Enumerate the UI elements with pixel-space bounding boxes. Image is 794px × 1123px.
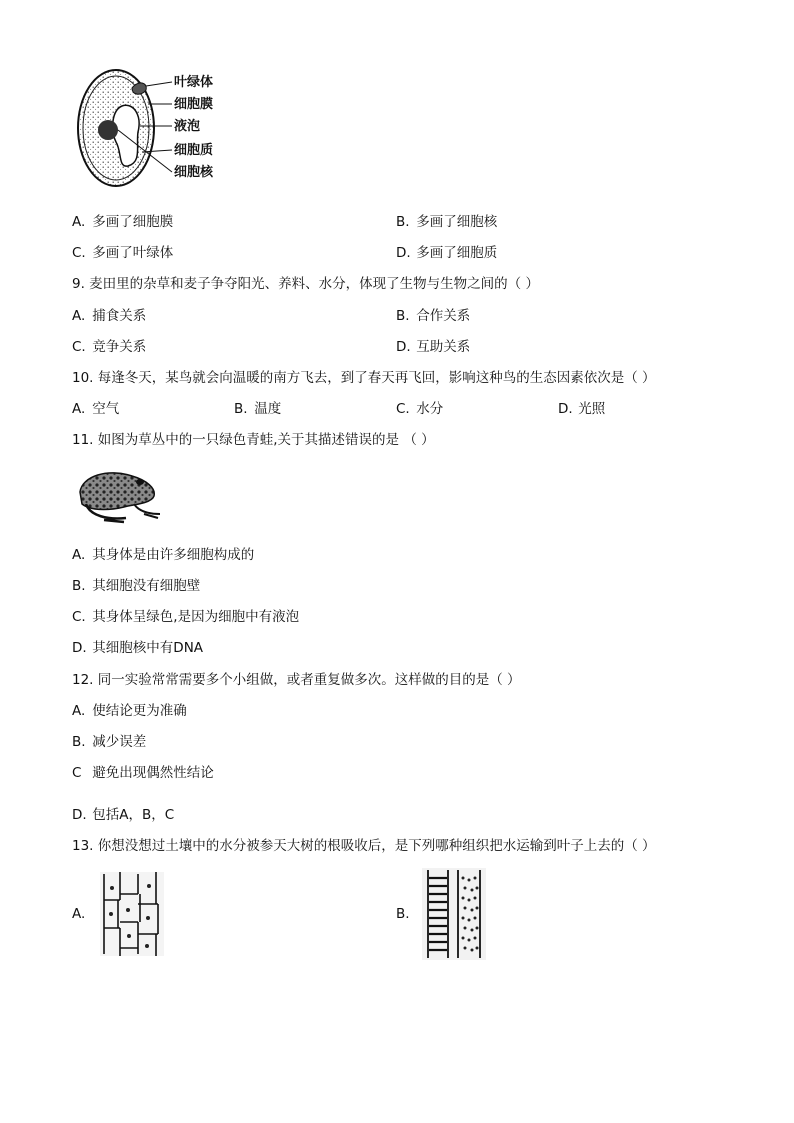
option-text: 多画了细胞核 [416, 214, 498, 230]
q11-option-d[interactable] [72, 640, 203, 656]
q11-stem: 11. 如图为草丛中的一只绿色青蛙,关于其描述错误的是 （ ） [72, 432, 435, 448]
option-text: 温度 [254, 401, 282, 417]
option-letter: C. [396, 401, 410, 417]
q12-option-d[interactable] [72, 807, 174, 823]
frog-figure [74, 462, 166, 524]
label-chloroplast: 叶绿体 [174, 75, 214, 90]
q9-option-a[interactable] [72, 308, 146, 324]
option-letter: B. [234, 401, 248, 417]
label-nucleus: 细胞核 [174, 165, 214, 180]
option-letter: D. [396, 339, 411, 355]
q9-option-b[interactable] [396, 308, 470, 324]
nucleus-shape [98, 120, 118, 140]
option-letter: C. [72, 245, 86, 261]
q11-option-a[interactable] [72, 547, 254, 563]
q11-option-c[interactable] [72, 609, 299, 625]
option-text: 捕食关系 [92, 308, 147, 324]
option-letter: A. [72, 401, 86, 417]
option-text: 其细胞核中有DNA [92, 640, 204, 656]
option-letter: B. [396, 308, 410, 324]
q13-option-a[interactable] [72, 906, 88, 922]
option-text: 避免出现偶然性结论 [92, 765, 214, 781]
option-letter: C. [72, 609, 86, 625]
option-text: 包括A，B，C [92, 807, 175, 823]
option-letter: A. [72, 547, 86, 563]
q10-option-c[interactable] [396, 401, 443, 417]
option-letter: D. [396, 245, 411, 261]
parenchyma-tissue-figure [98, 870, 166, 958]
q9-option-d[interactable] [396, 339, 470, 355]
q13-stem: 13. 你想没想过土壤中的水分被参天大树的根吸收后，是下列哪种组织把水运输到叶子上去的（ ） [72, 838, 656, 854]
option-text: 空气 [92, 401, 120, 417]
option-text: 光照 [578, 401, 606, 417]
option-text: 使结论更为准确 [92, 703, 187, 719]
q10-option-d[interactable] [558, 401, 605, 417]
q8-option-b[interactable] [396, 214, 497, 230]
q10-stem: 10. 每逢冬天，某鸟就会向温暖的南方飞去，到了春天再飞回，影响这种鸟的生态因素依次是（ ） [72, 370, 656, 386]
option-text: 竞争关系 [92, 339, 147, 355]
frog-front-leg-shape [134, 504, 160, 518]
q11-option-b[interactable] [72, 578, 200, 594]
option-text: 减少误差 [92, 734, 147, 750]
label-cell-membrane: 细胞膜 [174, 97, 214, 112]
option-letter: D. [72, 807, 87, 823]
option-text: 互助关系 [416, 339, 471, 355]
q8-option-c[interactable] [72, 245, 173, 261]
option-letter: A. [72, 703, 86, 719]
q10-option-b[interactable] [234, 401, 281, 417]
option-letter: C [72, 765, 82, 781]
q12-option-c[interactable] [72, 765, 214, 781]
option-text: 多画了叶绿体 [92, 245, 174, 261]
option-text: 多画了细胞膜 [92, 214, 174, 230]
q8-option-d[interactable] [396, 245, 497, 261]
option-text: 合作关系 [416, 308, 471, 324]
option-letter: C. [72, 339, 86, 355]
label-vacuole: 液泡 [174, 119, 201, 134]
option-letter: A. [72, 308, 86, 324]
frog-body-shape [80, 473, 154, 510]
option-letter: A. [72, 214, 86, 230]
option-letter: D. [72, 640, 87, 656]
frog-eye-shape [136, 479, 144, 485]
q10-option-a[interactable] [72, 401, 119, 417]
option-letter: B. [396, 906, 410, 922]
option-text: 多画了细胞质 [416, 245, 498, 261]
option-letter: B. [72, 578, 86, 594]
label-cytoplasm: 细胞质 [174, 143, 214, 158]
q12-stem: 12. 同一实验常常需要多个小组做，或者重复做多次。这样做的目的是（ ） [72, 672, 521, 688]
option-letter: D. [558, 401, 573, 417]
vessel-tissue-figure [420, 866, 488, 962]
option-letter: B. [396, 214, 410, 230]
option-letter: B. [72, 734, 86, 750]
option-text: 水分 [416, 401, 444, 417]
q12-option-a[interactable] [72, 703, 187, 719]
q12-option-b[interactable] [72, 734, 146, 750]
q8-option-a[interactable] [72, 214, 173, 230]
option-text: 其身体呈绿色,是因为细胞中有液泡 [92, 609, 300, 625]
option-text: 其身体是由许多细胞构成的 [92, 547, 255, 563]
option-text: 其细胞没有细胞壁 [92, 578, 201, 594]
q13-option-b[interactable] [396, 906, 412, 922]
q9-stem: 9. 麦田里的杂草和麦子争夺阳光、养料、水分，体现了生物与生物之间的（ ） [72, 276, 539, 292]
option-letter: A. [72, 906, 86, 922]
plant-cell-figure [72, 66, 232, 192]
q9-option-c[interactable] [72, 339, 146, 355]
